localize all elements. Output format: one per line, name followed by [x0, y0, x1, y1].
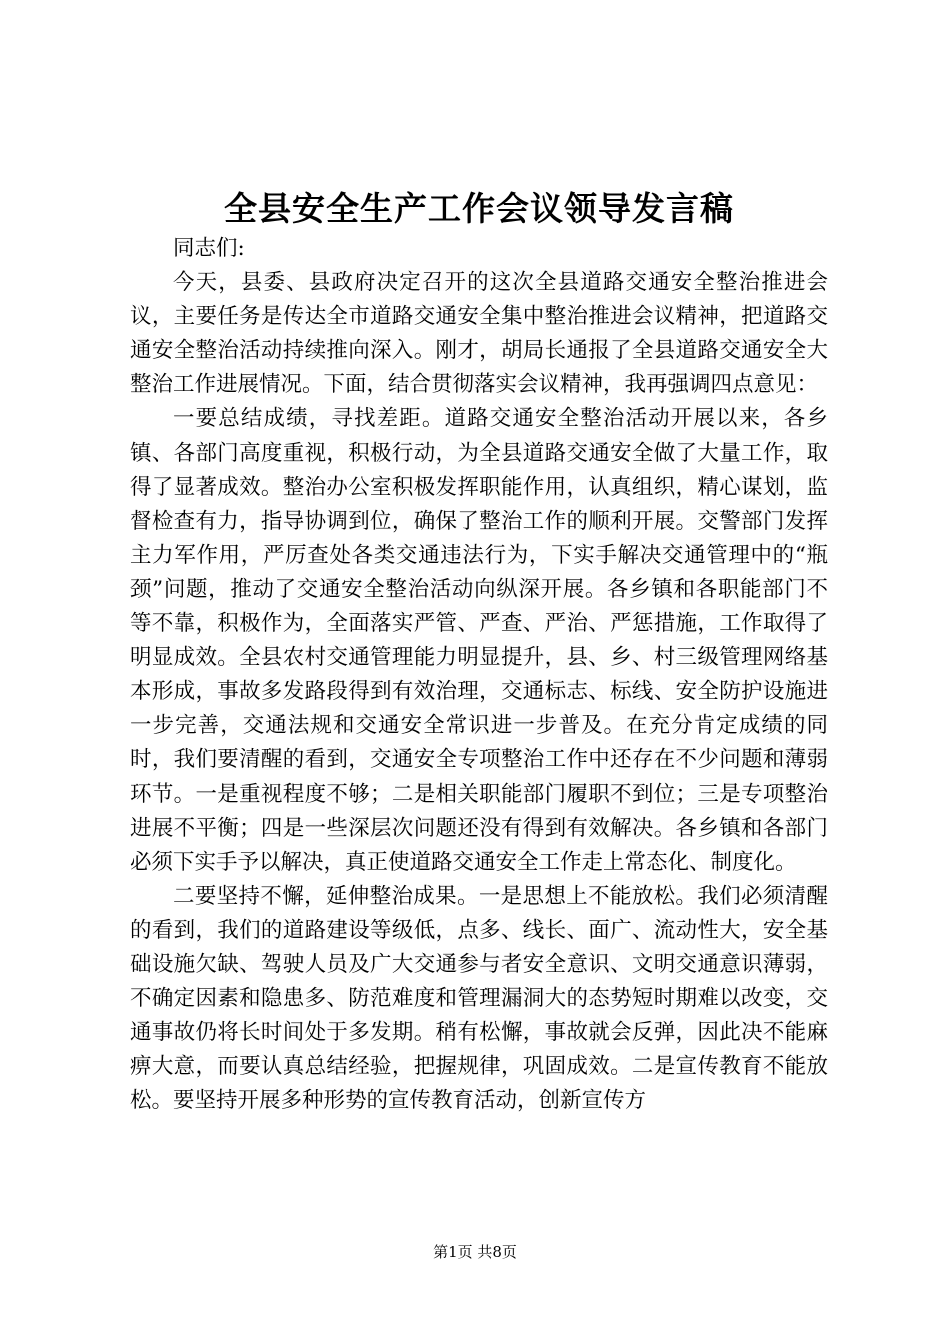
point-two-paragraph: 二要坚持不懈，延伸整治成果。一是思想上不能放松。我们必须清醒的看到，我们的道路建设等级低，点多、线长、面广、流动性大，安全基础设施欠缺、驾驶人员及广大交通参与者安全意识、文明交通意识薄弱，不确定因素和隐患多、防范难度和管理漏洞大的态势短时期难以改变，交通事故仍将长时间处于多发期。稍有松懈，事故就会反弹，因此决不能麻痹大意，而要认真总结经验，把握规律，巩固成效。二是宣传教育不能放松。要坚持开展多种形势的宣传教育活动，创新宣传方 — [130, 883, 828, 1114]
document-body — [130, 232, 828, 1118]
point-one-paragraph: 一要总结成绩，寻找差距。道路交通安全整治活动开展以来，各乡镇、各部门高度重视，积极行动，为全县道路交通安全做了大量工作，取得了显著成效。整治办公室积极发挥职能作用，认真组织，精心谋划，监督检查有力，指导协调到位，确保了整治工作的顺利开展。交警部门发挥主力军作用，严厉查处各类交通违法行为，下实手解决交通管理中的“瓶颈”问题，推动了交通安全整治活动向纵深开展。各乡镇和各职能部门不等不靠，积极作为，全面落实严管、严查、严治、严惩措施，工作取得了明显成效。全县农村交通管理能力明显提升，县、乡、村三级管理网络基本形成，事故多发路段得到有效治理，交通标志、标线、安全防护设施进一步完善，交通法规和交通安全常识进一步普及。在充分肯定成绩的同时，我们要清醒的看到，交通安全专项整治工作中还存在不少问题和薄弱环节。一是重视程度不够；二是相关职能部门履职不到位；三是专项整治进展不平衡；四是一些深层次问题还没有得到有效解决。各乡镇和各部门必须下实手予以解决，真正使道路交通安全工作走上常态化、制度化。 — [130, 406, 828, 875]
intro-paragraph: 今天，县委、县政府决定召开的这次全县道路交通安全整治推进会议，主要任务是传达全市道路交通安全集中整治推进会议精神，把道路交通安全整治活动持续推向深入。刚才，胡局长通报了全县道路交通安全大整治工作进展情况。下面，结合贯彻落实会议精神，我再强调四点意见： — [130, 270, 828, 398]
document-title: 全县安全生产工作会议领导发言稿 — [224, 189, 734, 228]
page-number-footer: 第1页 共8页 — [433, 1243, 517, 1261]
salutation-paragraph: 同志们: — [173, 236, 245, 261]
